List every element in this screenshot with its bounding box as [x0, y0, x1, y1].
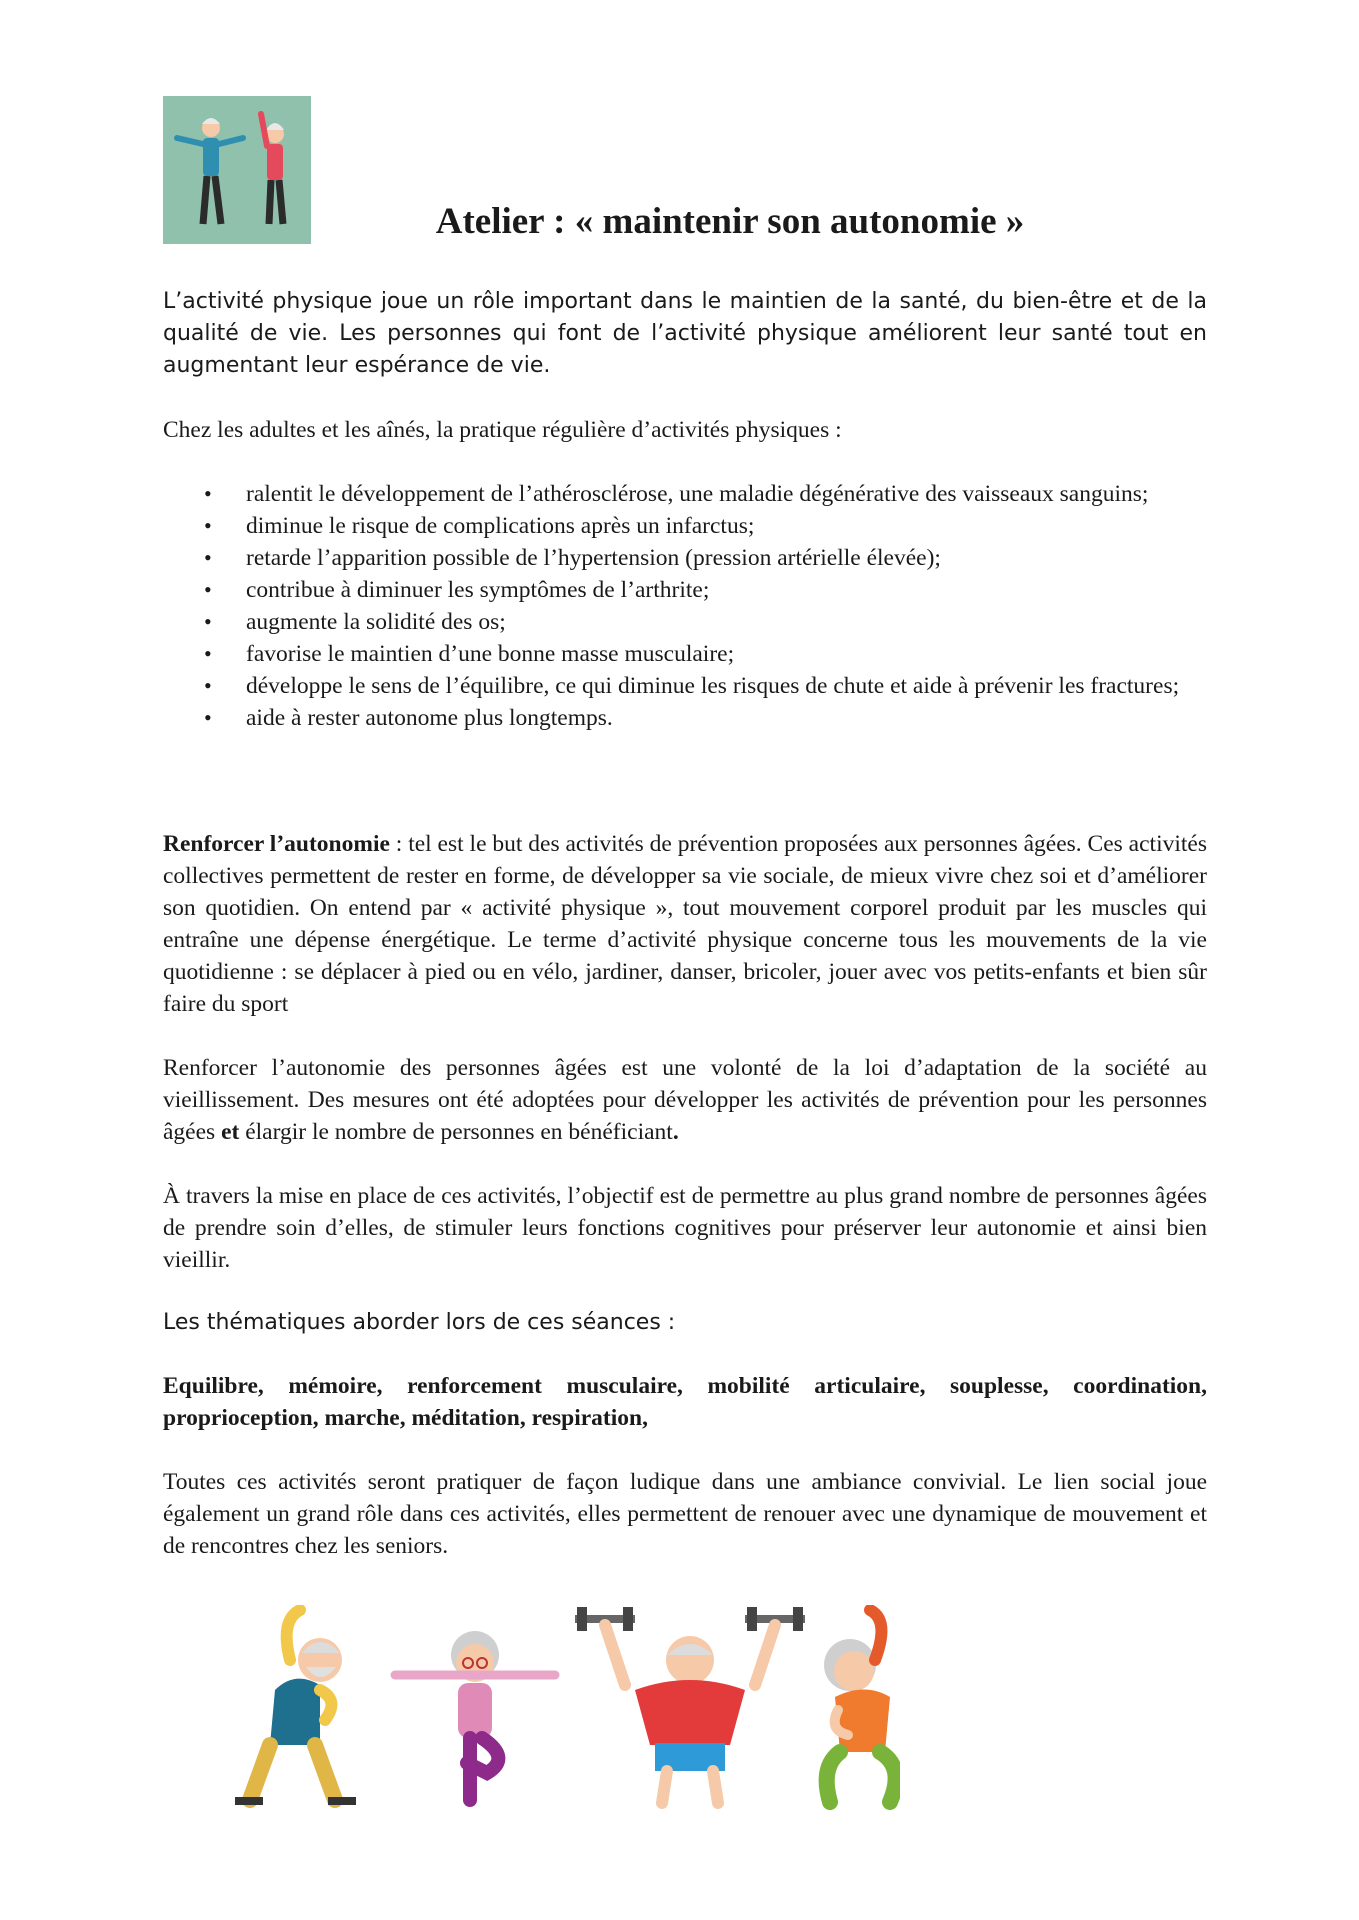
law-text-1: Renforcer l’autonomie des personnes âgées est une volonté de la loi d’adaptation de la société au vieillissement. Des mesures ont été adoptées pour développer les activités de prévention pour les personnes âgées	[163, 1055, 1207, 1145]
intro-paragraph: L’activité physique joue un rôle important dans le maintien de la santé, du bien-être et de la qualité de vie. Les personnes qui font de l’activité physique améliorent leur santé tout en augmentant leur espérance de vie.	[163, 289, 1207, 378]
senior-stretching-woman-icon	[824, 1610, 896, 1802]
list-item: • contribue à diminuer les symptômes de l’arthrite;	[200, 574, 1210, 606]
list-item: • favorise le maintien d’une bonne masse musculaire;	[200, 638, 1210, 670]
closing-paragraph: Toutes ces activités seront pratiquer de façon ludique dans une ambiance convivial. Le lien social joue également un grand rôle dans ces activités, elles permettent de renouer avec une dynamique de mouvement et de rencontres chez les seniors.	[163, 1469, 1207, 1559]
page-title: Atelier : « maintenir son autonomie »	[435, 201, 1025, 242]
themes-list: Equilibre, mémoire, renforcement musculaire, mobilité articulaire, souplesse, coordination, proprioception, marche, méditation, respiration,	[163, 1373, 1207, 1431]
list-item: • développe le sens de l’équilibre, ce qui diminue les risques de chute et aide à prévenir les fractures;	[200, 670, 1210, 702]
list-item: • diminue le risque de complications après un infarctus;	[200, 510, 1210, 542]
benefits-list	[200, 478, 1210, 734]
list-item: • augmente la solidité des os;	[200, 606, 1210, 638]
list-intro: Chez les adultes et les aînés, la pratique régulière d’activités physiques :	[163, 417, 842, 443]
list-item: • aide à rester autonome plus longtemps.	[200, 702, 1210, 734]
law-text-2: élargir le nombre de personnes en bénéficiant	[239, 1119, 673, 1145]
autonomy-paragraph	[163, 828, 1207, 1020]
law-bold-1: et	[221, 1119, 240, 1145]
senior-stretching-man-icon	[235, 1610, 356, 1805]
law-paragraph	[163, 1052, 1207, 1148]
senior-balance-woman-icon	[395, 1631, 555, 1800]
senior-dumbbell-man-icon	[575, 1607, 805, 1803]
themes-intro: Les thématiques aborder lors de ces séances :	[163, 1310, 676, 1335]
objective-paragraph: À travers la mise en place de ces activités, l’objectif est de permettre au plus grand nombre de personnes âgées de prendre soin d’elles, de stimuler leurs fonctions cognitives pour préserver leur autonomie et ainsi bien vieillir.	[163, 1183, 1207, 1273]
list-item: • ralentit le développement de l’athérosclérose, une maladie dégénérative des vaisseaux sanguins;	[200, 478, 1210, 510]
seniors-stretching-illustration	[163, 96, 311, 244]
autonomy-lead: Renforcer l’autonomie	[163, 831, 390, 857]
autonomy-text: : tel est le but des activités de prévention proposées aux personnes âgées. Ces activités collectives permettent de rester en forme, de développer sa vie sociale, de mieux vivre chez soi et d’améliorer son quotidien. On entend par « activité physique », tout mouvement corporel produit par les muscles qui entraîne une dépense énergétique. Le terme d’activité physique concerne tous les mouvements de la vie quotidienne : se déplacer à pied ou en vélo, jardiner, danser, bricoler, jouer avec vos petits-enfants et bien sûr faire du sport	[163, 831, 1207, 1017]
law-bold-2: .	[672, 1119, 679, 1145]
list-item: • retarde l’apparition possible de l’hypertension (pression artérielle élevée);	[200, 542, 1210, 574]
seniors-exercise-illustrations	[220, 1605, 900, 1810]
